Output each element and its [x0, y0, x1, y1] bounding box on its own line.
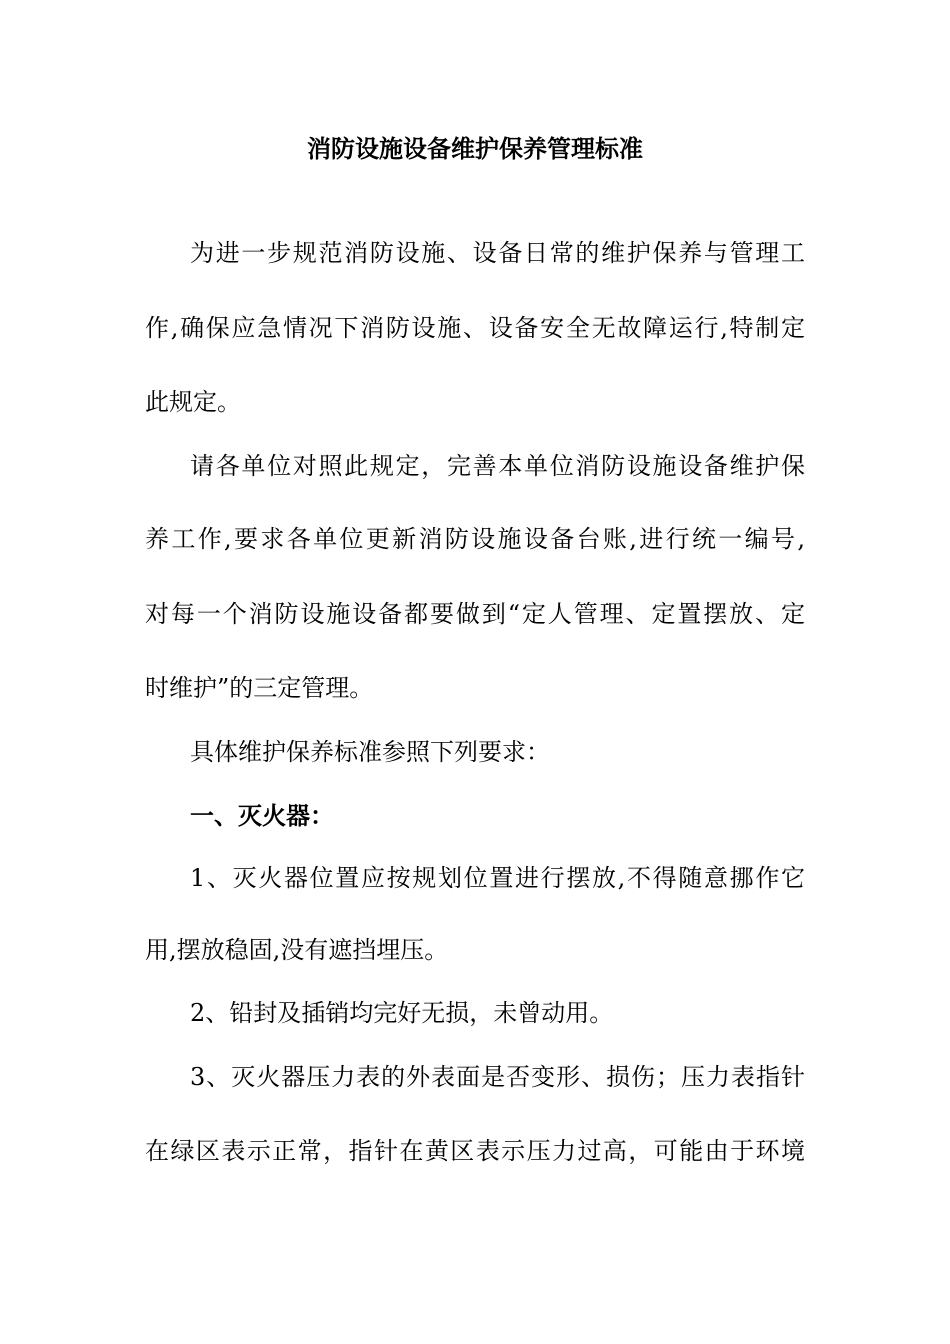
text-line: 作,确保应急情况下消防设施、设备安全无故障运行,特制定	[145, 314, 805, 342]
text-line: 时维护”的三定管理。	[145, 674, 374, 702]
text-line: 养工作,要求各单位更新消防设施设备台账,进行统一编号,	[145, 525, 805, 553]
text-line: 用,摆放稳固,没有遮挡埋压。	[145, 936, 449, 964]
paragraph-reference: 具体维护保养标准参照下列要求：	[190, 738, 550, 766]
text-line: 请各单位对照此规定，完善本单位消防设施设备维护保	[190, 452, 805, 480]
text-line: 3、灭火器压力表的外表面是否变形、损伤；压力表指针	[190, 1063, 805, 1091]
text-line: 在绿区表示正常，指针在黄区表示压力过高，可能由于环境	[145, 1137, 805, 1165]
text-line: 为进一步规范消防设施、设备日常的维护保养与管理工	[190, 239, 805, 267]
list-item-2: 2、铅封及插销均完好无损，未曾动用。	[190, 999, 614, 1027]
page-title: 消防设施设备维护保养管理标准	[307, 134, 643, 163]
section-heading: 一、灭火器：	[190, 801, 334, 830]
text-line: 对每一个消防设施设备都要做到“定人管理、定置摆放、定	[145, 600, 805, 628]
text-line: 此规定。	[145, 388, 241, 416]
text-line: 1、灭火器位置应按规划位置进行摆放,不得随意挪作它	[190, 864, 805, 892]
